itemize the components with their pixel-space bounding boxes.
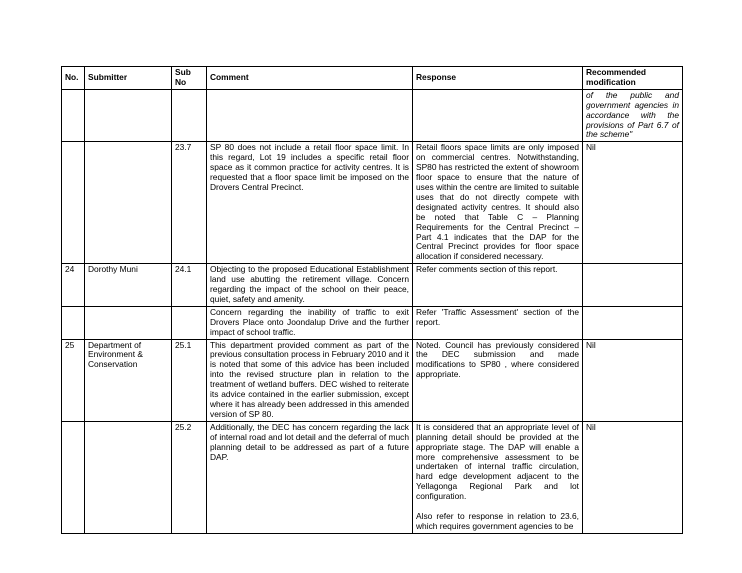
cell-response: Noted. Council has previously considered the DEC submission and made modifications to SP80 , where considered appropriate. <box>413 339 583 421</box>
header-response: Response <box>413 67 583 90</box>
cell-submitter <box>85 142 172 264</box>
cell-comment: This department provided comment as part of the previous consultation process in February 2010 and it is noted that some of this advice has been included into the revised structure plan in relation to the treatment of wetland buffers. DEC wished to reiterate its advice contained in the earlier submission, except where it has already been addressed in this amended version of SP 80. <box>207 339 413 421</box>
cell-sub-no: 24.1 <box>172 264 207 307</box>
cell-response: Retail floors space limits are only imposed on commercial centres. Notwithstanding, SP80 has restricted the extent of showroom floor space to ensure that the nature of uses within the centre are limited to suitable uses that do not directly compete with designated activity centres. It should also be noted that Table C – Planning Requirements for the Central Precinct – Part 4.1 indicates that the DAP for the Central Precinct provides for floor space allocation if considered necessary. <box>413 142 583 264</box>
response-paragraph: It is considered that an appropriate level of planning detail should be provided at the appropriate stage. The DAP will enable a more comprehensive assessment to be undertaken of internal traffic circulation, hard edge development adjacent to the Yellagonga Regional Park and lot configuration. <box>416 421 579 502</box>
cell-response: Refer 'Traffic Assessment' section of the report. <box>413 306 583 339</box>
cell-modification: Nil <box>583 421 683 533</box>
cell-modification: Nil <box>583 339 683 421</box>
cell-sub-no: 25.1 <box>172 339 207 421</box>
cell-submitter: Department of Environment & Conservation <box>85 339 172 421</box>
response-paragraph: Also refer to response in relation to 23.6, which requires government agencies to be <box>416 511 579 531</box>
cell-response <box>413 89 583 142</box>
cell-modification <box>583 306 683 339</box>
cell-comment <box>207 89 413 142</box>
cell-no <box>62 306 85 339</box>
header-sub-no: Sub No <box>172 67 207 90</box>
cell-no: 25 <box>62 339 85 421</box>
header-comment: Comment <box>207 67 413 90</box>
cell-response <box>413 421 583 533</box>
cell-no <box>62 421 85 533</box>
cell-modification <box>583 264 683 307</box>
header-row <box>62 67 683 90</box>
cell-response: Refer comments section of this report. <box>413 264 583 307</box>
cell-comment: Objecting to the proposed Educational Establishment land use abutting the retirement village. Concern regarding the impact of the school on their peace, quiet, safety and amenity. <box>207 264 413 307</box>
header-no: No. <box>62 67 85 90</box>
table-row <box>62 142 683 264</box>
table-row <box>62 339 683 421</box>
cell-submitter <box>85 421 172 533</box>
cell-modification: of the public and government agencies in accordance with the provisions of Part 6.7 of the scheme" <box>583 89 683 142</box>
cell-modification: Nil <box>583 142 683 264</box>
table-row <box>62 264 683 307</box>
header-submitter: Submitter <box>85 67 172 90</box>
cell-sub-no: 23.7 <box>172 142 207 264</box>
cell-comment: Additionally, the DEC has concern regarding the lack of internal road and lot detail and the deferral of much planning detail to be addressed as part of a future DAP. <box>207 421 413 533</box>
table-row <box>62 421 683 533</box>
cell-comment: Concern regarding the inability of traffic to exit Drovers Place onto Joondalup Drive and the further impact of school traffic. <box>207 306 413 339</box>
cell-sub-no <box>172 89 207 142</box>
table-row <box>62 89 683 142</box>
table-row <box>62 306 683 339</box>
cell-submitter <box>85 89 172 142</box>
cell-no: 24 <box>62 264 85 307</box>
cell-no <box>62 142 85 264</box>
cell-submitter <box>85 306 172 339</box>
cell-sub-no: 25.2 <box>172 421 207 533</box>
cell-sub-no <box>172 306 207 339</box>
header-modification: Recommended modification <box>583 67 683 90</box>
cell-comment: SP 80 does not include a retail floor space limit. In this regard, Lot 19 includes a specific retail floor space as it common practice for activity centres. It is requested that a floor space limit be imposed on the Drovers Central Precinct. <box>207 142 413 264</box>
cell-submitter: Dorothy Muni <box>85 264 172 307</box>
submissions-table <box>61 66 683 534</box>
cell-no <box>62 89 85 142</box>
